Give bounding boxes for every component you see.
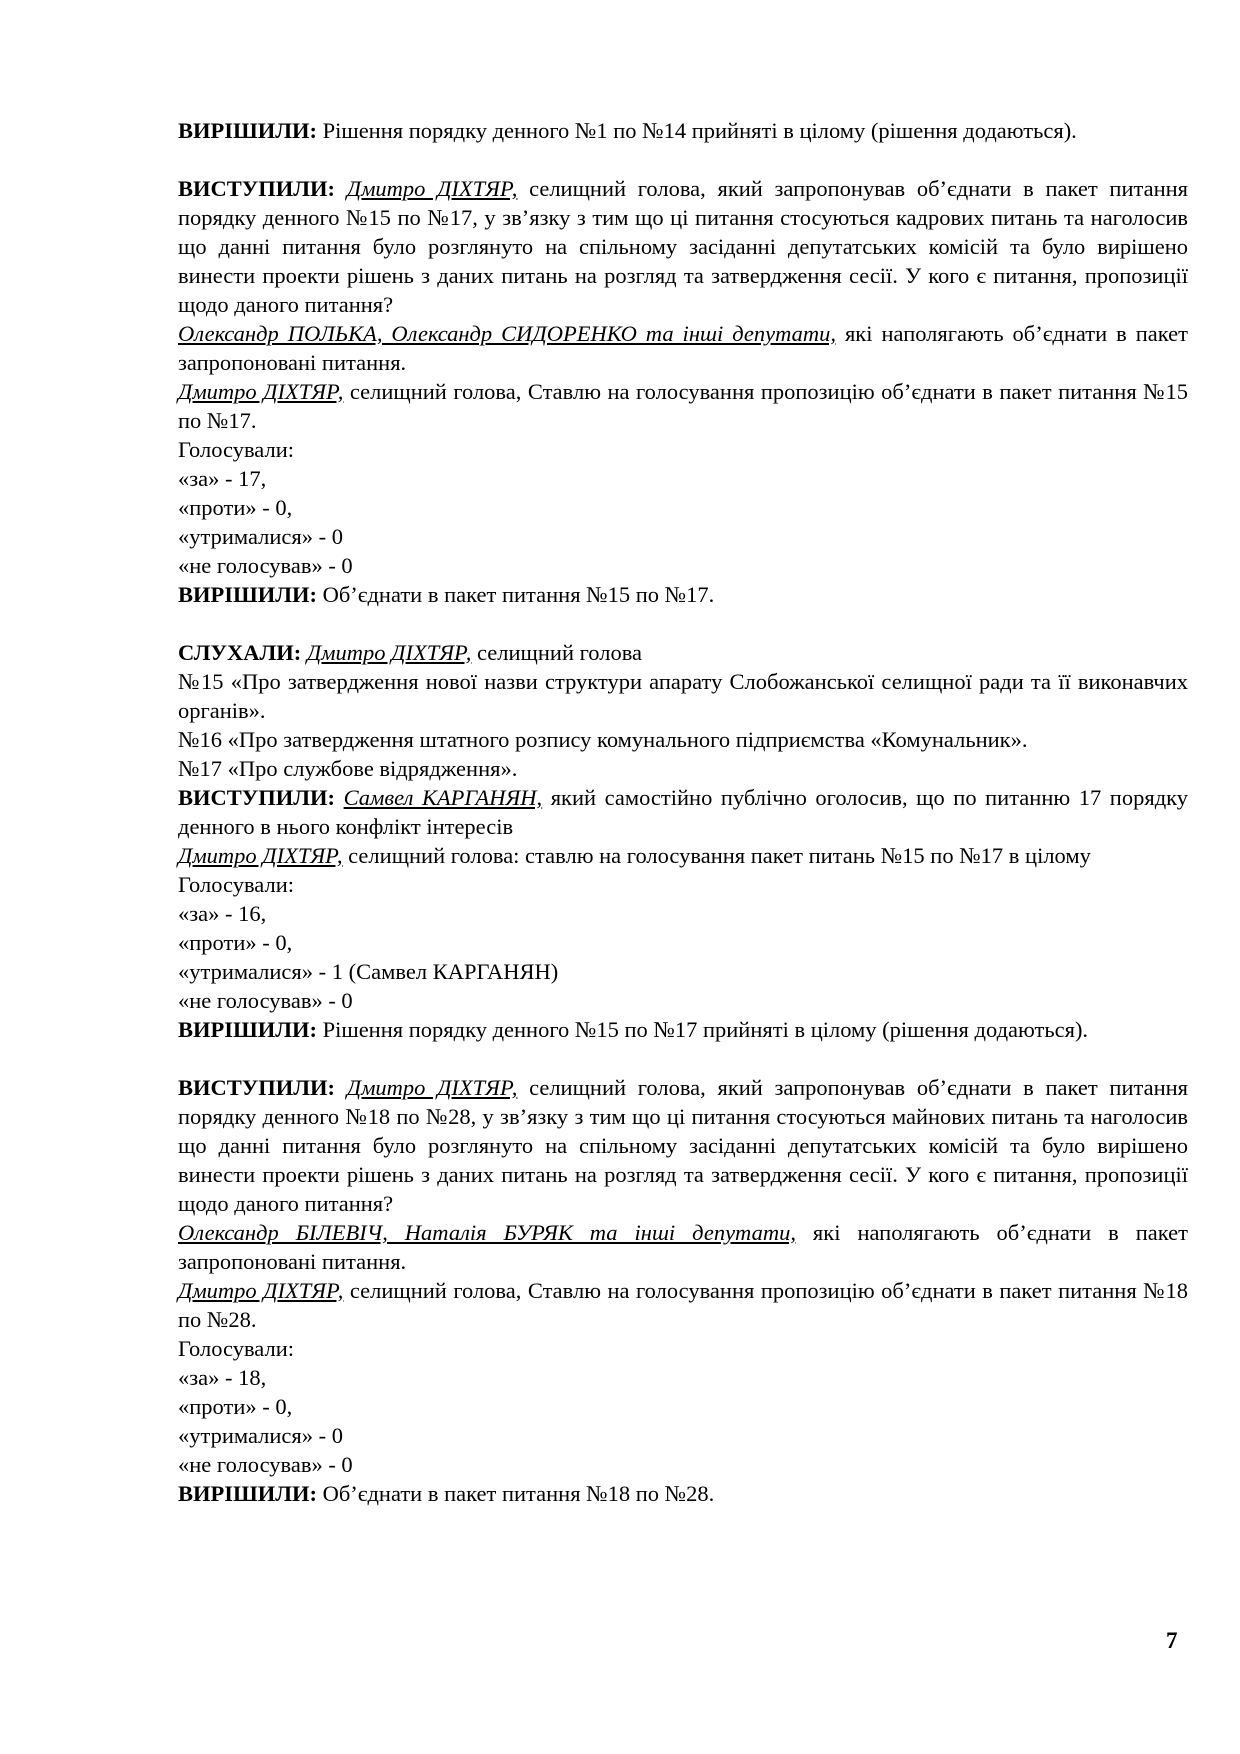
paragraph-text: «проти» - 0,: [178, 495, 293, 520]
paragraph-text: Рішення порядку денного №1 по №14 прийняті в цілому (рішення додаються).: [316, 118, 1077, 143]
paragraph-text: «утрималися» - 0: [178, 524, 344, 549]
paragraph: [178, 638, 1188, 667]
paragraph-text: селищний голова: [471, 640, 643, 665]
paragraph: [178, 783, 1188, 841]
paragraph: [178, 1363, 1188, 1392]
paragraph: [178, 580, 1188, 609]
paragraph: [178, 754, 1188, 783]
paragraph-label: СЛУХАЛИ:: [178, 640, 302, 665]
speaker-name: Дмитро ДІХТЯР,: [346, 176, 518, 201]
paragraph-label: ВИРІШИЛИ:: [178, 1017, 317, 1042]
paragraph-text: які наполягають об’єднати в пакет запропоновані питання.: [178, 321, 1188, 375]
paragraph-text: «проти» - 0,: [178, 1394, 293, 1419]
paragraph: [178, 319, 1188, 377]
paragraph: [178, 116, 1188, 145]
paragraph-text: «утрималися» - 1 (Самвел КАРГАНЯН): [178, 959, 559, 984]
speaker-name: Дмитро ДІХТЯР,: [346, 1075, 518, 1100]
page-number: 7: [1166, 1628, 1178, 1653]
paragraph-text: Голосували:: [178, 437, 294, 462]
paragraph-text: «не голосував» - 0: [178, 1452, 353, 1477]
paragraph-label: ВИСТУПИЛИ:: [178, 1075, 336, 1100]
paragraph: [178, 1392, 1188, 1421]
paragraph: [178, 725, 1188, 754]
paragraph-text: «утрималися» - 0: [178, 1423, 344, 1448]
paragraph-text: Об’єднати в пакет питання №15 по №17.: [316, 582, 715, 607]
paragraph-text: Голосували:: [178, 872, 294, 897]
paragraph: [178, 551, 1188, 580]
paragraph: [178, 957, 1188, 986]
paragraph: [178, 928, 1188, 957]
paragraph-text: «за» - 18,: [178, 1365, 267, 1390]
paragraph-text: «не голосував» - 0: [178, 553, 353, 578]
paragraph-text: селищний голова, Ставлю на голосування пропозицію об’єднати в пакет питання №15 по №17.: [178, 379, 1188, 433]
paragraph-text: №17 «Про службове відрядження».: [178, 756, 518, 781]
paragraph-label: ВИРІШИЛИ:: [178, 118, 317, 143]
paragraph: [178, 1073, 1188, 1218]
speaker-name: Дмитро ДІХТЯР,: [306, 640, 472, 665]
paragraph-gap: [178, 1044, 1188, 1073]
paragraph-text: №16 «Про затвердження штатного розпису комунального підприємства «Комунальник».: [178, 727, 1028, 752]
speaker-name: Дмитро ДІХТЯР,: [178, 843, 343, 868]
paragraph-text: селищний голова, який запропонував об’єднати в пакет питання порядку денного №15 по №17, у зв’язку з тим що ці питання стосуються кадрових питань та наголосив що данні питання було розглянуто на спільному засіданні депутатських комісій та було вирішено винести проекти рішень з даних питань на розгляд та затвердження сесії. У кого є питання, пропозиції щодо даного питання?: [178, 176, 1189, 317]
paragraph-text: «не голосував» - 0: [178, 988, 353, 1013]
speaker-name: Дмитро ДІХТЯР,: [178, 379, 344, 404]
paragraph: [178, 377, 1188, 435]
paragraph: [178, 899, 1188, 928]
paragraph: [178, 464, 1188, 493]
paragraph: [178, 522, 1188, 551]
paragraph-text: які наполягають об’єднати в пакет запропоновані питання.: [178, 1220, 1188, 1274]
speaker-name: Олександр БІЛЕВІЧ, Наталія БУРЯК та інші депутати,: [178, 1220, 796, 1245]
paragraph-text: «проти» - 0,: [178, 930, 293, 955]
paragraph: [178, 174, 1188, 319]
paragraph-gap: [178, 609, 1188, 638]
speaker-name: Дмитро ДІХТЯР,: [178, 1278, 344, 1303]
paragraph: [178, 1276, 1188, 1334]
document-body: [178, 116, 1188, 1508]
paragraph-text: селищний голова, який запропонував об’єднати в пакет питання порядку денного №18 по №28, у зв’язку з тим що ці питання стосуються майнових питань та наголосив що данні питання було розглянуто на спільному засіданні депутатських комісій та було вирішено винести проекти рішень з даних питань на розгляд та затвердження сесії. У кого є питання, пропозиції щодо даного питання?: [178, 1075, 1189, 1216]
paragraph-text: «за» - 17,: [178, 466, 267, 491]
paragraph-text: Об’єднати в пакет питання №18 по №28.: [316, 1481, 715, 1506]
paragraph-text: селищний голова, Ставлю на голосування пропозицію об’єднати в пакет питання №18 по №28.: [178, 1278, 1188, 1332]
paragraph: [178, 1421, 1188, 1450]
paragraph: [178, 493, 1188, 522]
paragraph-label: ВИРІШИЛИ:: [178, 1481, 317, 1506]
paragraph: [178, 1218, 1188, 1276]
paragraph-text: «за» - 16,: [178, 901, 267, 926]
paragraph-text: №15 «Про затвердження нової назви структури апарату Слобожанської селищної ради та її виконавчих органів».: [178, 669, 1188, 723]
paragraph: [178, 667, 1188, 725]
paragraph: [178, 841, 1188, 870]
paragraph-gap: [178, 145, 1188, 174]
paragraph-text: Голосували:: [178, 1336, 294, 1361]
speaker-name: Самвел КАРГАНЯН,: [343, 785, 543, 810]
paragraph-text: який самостійно публічно оголосив, що по питанню 17 порядку денного в нього конфлікт інтересів: [178, 785, 1189, 839]
paragraph-label: ВИСТУПИЛИ:: [178, 176, 336, 201]
paragraph-text: селищний голова: ставлю на голосування пакет питань №15 по №17 в цілому: [342, 843, 1091, 868]
paragraph: [178, 1015, 1188, 1044]
paragraph: [178, 1450, 1188, 1479]
paragraph-label: ВИРІШИЛИ:: [178, 582, 317, 607]
paragraph: [178, 1479, 1188, 1508]
paragraph: [178, 870, 1188, 899]
speaker-name: Олександр ПОЛЬКА, Олександр СИДОРЕНКО та інші депутати,: [178, 321, 836, 346]
paragraph: [178, 1334, 1188, 1363]
paragraph: [178, 435, 1188, 464]
paragraph-label: ВИСТУПИЛИ:: [178, 785, 336, 810]
paragraph-text: Рішення порядку денного №15 по №17 прийняті в цілому (рішення додаються).: [316, 1017, 1089, 1042]
paragraph: [178, 986, 1188, 1015]
